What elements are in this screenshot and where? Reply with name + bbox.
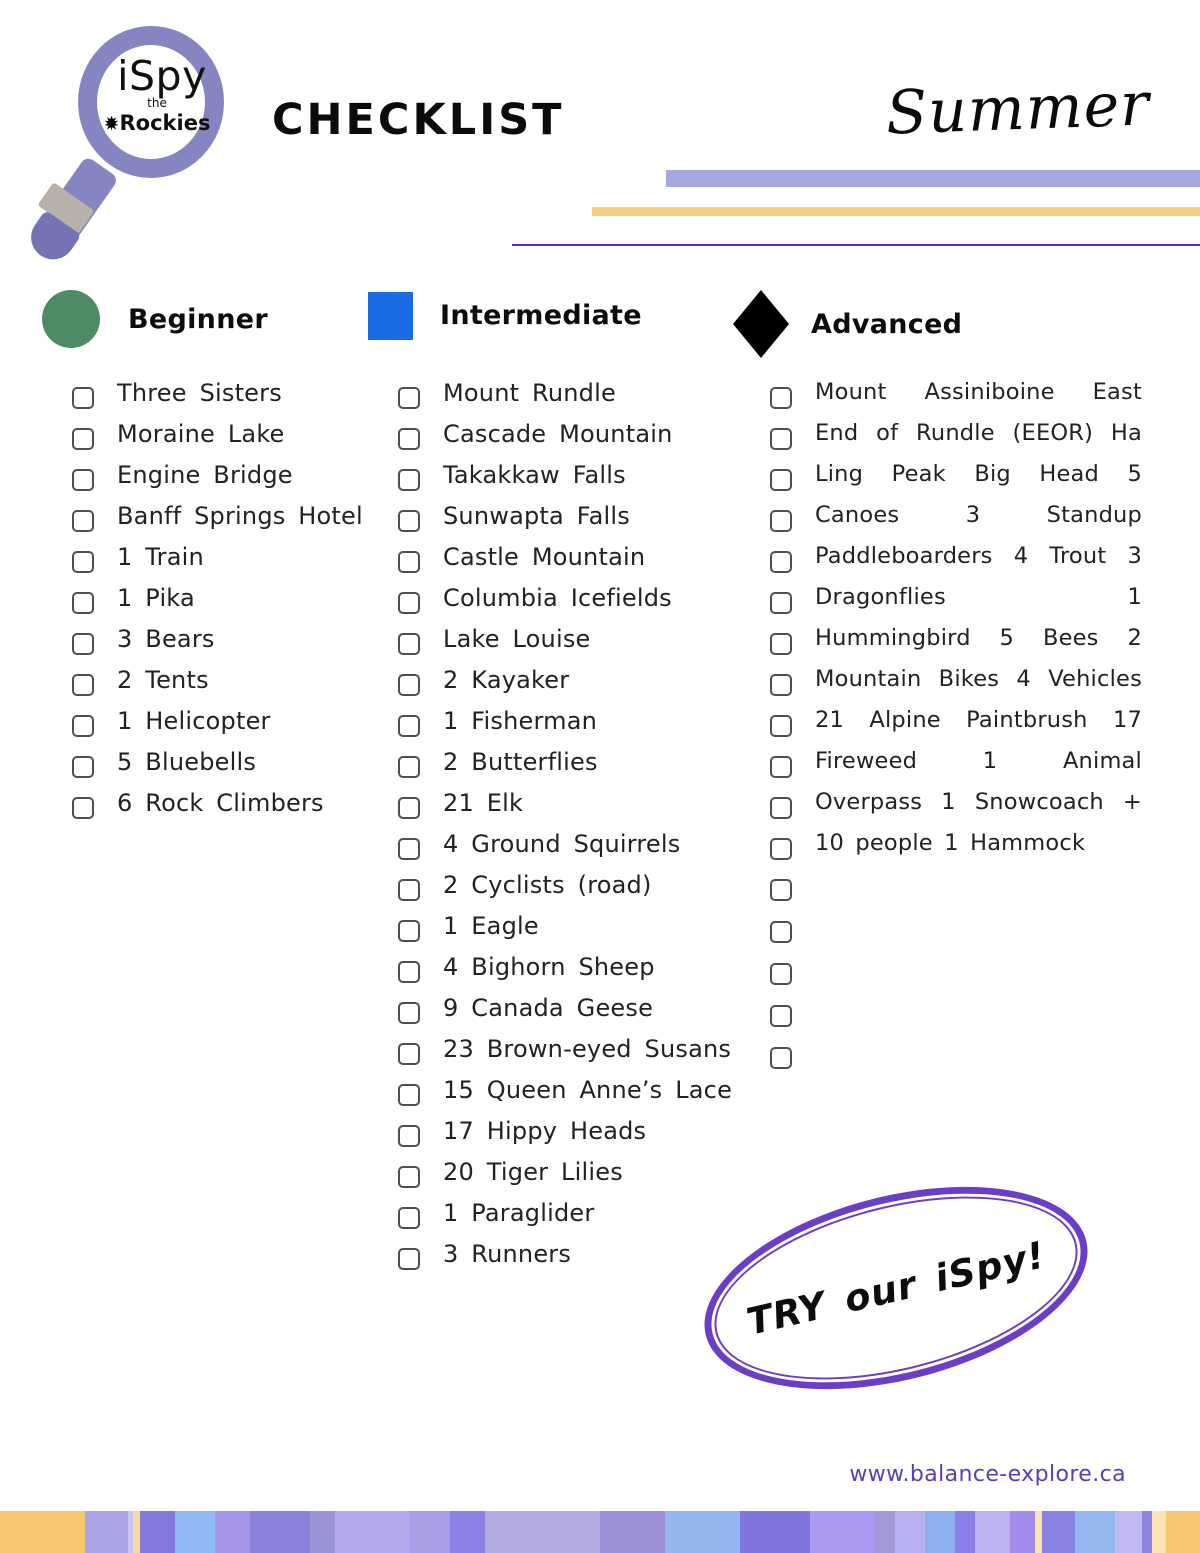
item-label: 3 Runners — [443, 1239, 572, 1268]
strip-block — [740, 1511, 810, 1553]
item-label: 9 Canada Geese — [443, 993, 654, 1022]
beginner-marker — [42, 290, 100, 348]
checklist-row — [770, 659, 1142, 700]
strip-block — [1166, 1511, 1200, 1553]
checkbox[interactable] — [398, 797, 420, 819]
beginner-label: Beginner — [128, 303, 268, 335]
checkbox[interactable] — [398, 838, 420, 860]
checkbox[interactable] — [770, 715, 792, 737]
checkbox[interactable] — [398, 387, 420, 409]
section-header-advanced — [733, 290, 962, 358]
item-label: 1 Train — [117, 542, 204, 571]
checkbox[interactable] — [398, 469, 420, 491]
checkbox[interactable] — [770, 633, 792, 655]
checkbox[interactable] — [770, 510, 792, 532]
checklist-row — [398, 1028, 743, 1069]
logo-text — [101, 52, 213, 136]
item-label: Columbia Icefields — [443, 583, 672, 612]
item-label: 10 people 1 Hammock — [815, 830, 1086, 857]
strip-block — [600, 1511, 665, 1553]
yellow-bar — [592, 207, 1200, 216]
checklist-row — [398, 782, 743, 823]
checklist-row — [72, 454, 382, 495]
checklist-row — [398, 987, 743, 1028]
item-label: Hummingbird 5 Bees 2 — [815, 625, 1142, 652]
checklist-row — [72, 495, 382, 536]
logo-rockies — [101, 111, 213, 135]
checklist-row — [398, 372, 743, 413]
advanced-label: Advanced — [811, 308, 963, 340]
checklist-row — [770, 823, 1142, 864]
checklist-row — [770, 618, 1142, 659]
checklist-row — [398, 823, 743, 864]
checkbox[interactable] — [770, 674, 792, 696]
checklist-row-empty — [770, 948, 1142, 990]
checkbox[interactable] — [72, 674, 94, 696]
logo-rockies-label: Rockies — [119, 111, 211, 136]
checkbox[interactable] — [72, 551, 94, 573]
strip-block — [1142, 1511, 1152, 1553]
strip-block — [1042, 1511, 1075, 1553]
checkbox[interactable] — [398, 1125, 420, 1147]
checklist-row — [398, 1192, 743, 1233]
intermediate-label: Intermediate — [440, 299, 642, 331]
checkbox[interactable] — [398, 633, 420, 655]
checklist-row-empty — [770, 990, 1142, 1032]
item-label: Paddleboarders 4 Trout 3 — [815, 543, 1142, 570]
maple-leaf-icon — [104, 116, 119, 131]
strip-block — [450, 1511, 485, 1553]
strip-block — [140, 1511, 175, 1553]
column-advanced — [770, 372, 1142, 1074]
strip-block — [215, 1511, 250, 1553]
strip-block — [875, 1511, 895, 1553]
checklist-row — [398, 1069, 743, 1110]
checkbox[interactable] — [72, 510, 94, 532]
strip-block — [1152, 1511, 1166, 1553]
lavender-bar — [666, 170, 1200, 187]
intermediate-marker — [368, 292, 413, 340]
item-label: Mountain Bikes 4 Vehicles — [815, 666, 1142, 693]
strip-block — [665, 1511, 740, 1553]
checkbox[interactable] — [770, 838, 792, 860]
checklist-row — [770, 495, 1142, 536]
strip-block — [133, 1511, 140, 1553]
item-label: Takakkaw Falls — [443, 460, 626, 489]
website-url[interactable]: www.balance-explore.ca — [849, 1462, 1126, 1487]
checklist-row — [770, 782, 1142, 823]
checkbox[interactable] — [72, 797, 94, 819]
checkbox[interactable] — [770, 1005, 792, 1027]
checkbox[interactable] — [770, 1047, 792, 1069]
item-label: 1 Paraglider — [443, 1198, 595, 1227]
checkbox[interactable] — [398, 961, 420, 983]
item-label: Three Sisters — [117, 378, 282, 407]
section-header-intermediate — [368, 290, 642, 340]
checkbox[interactable] — [398, 428, 420, 450]
item-label: Fireweed 1 Animal — [815, 748, 1142, 775]
checklist-row — [398, 741, 743, 782]
purple-line — [512, 244, 1200, 246]
strip-block — [250, 1511, 310, 1553]
strip-block — [1115, 1511, 1142, 1553]
checklist-row — [398, 618, 743, 659]
checklist-row — [770, 741, 1142, 782]
checklist-row — [398, 700, 743, 741]
checklist-row — [398, 1151, 743, 1192]
checklist-row — [398, 659, 743, 700]
item-label: 4 Bighorn Sheep — [443, 952, 655, 981]
checklist-row — [72, 536, 382, 577]
checklist-row — [72, 618, 382, 659]
page-title: CHECKLIST — [272, 95, 565, 145]
checkbox[interactable] — [398, 592, 420, 614]
checklist-row — [770, 372, 1142, 413]
checkbox[interactable] — [770, 963, 792, 985]
checklist-row — [72, 741, 382, 782]
strip-block — [810, 1511, 875, 1553]
checkbox[interactable] — [398, 1166, 420, 1188]
item-label: Castle Mountain — [443, 542, 646, 571]
try-ispy-badge — [684, 1151, 1109, 1424]
checklist-row-empty — [770, 1032, 1142, 1074]
checklist-row — [72, 372, 382, 413]
checklist-row — [770, 700, 1142, 741]
checklist-row — [398, 577, 743, 618]
strip-block — [1035, 1511, 1042, 1553]
checkbox[interactable] — [398, 674, 420, 696]
checkbox[interactable] — [398, 551, 420, 573]
strip-block — [0, 1511, 85, 1553]
checklist-row — [770, 413, 1142, 454]
checklist-row — [398, 495, 743, 536]
item-label: Dragonflies 1 — [815, 584, 1142, 611]
checkbox[interactable] — [770, 879, 792, 901]
checkbox[interactable] — [398, 756, 420, 778]
item-label: Moraine Lake — [117, 419, 285, 448]
item-label: 17 Hippy Heads — [443, 1116, 647, 1145]
checkbox[interactable] — [398, 920, 420, 942]
checklist-row — [398, 454, 743, 495]
advanced-marker — [733, 290, 789, 358]
checklist-row — [770, 536, 1142, 577]
checkbox[interactable] — [398, 1248, 420, 1270]
checklist-row — [398, 413, 743, 454]
logo-the: the — [147, 96, 167, 110]
item-label: 23 Brown-eyed Susans — [443, 1034, 732, 1063]
item-label: 1 Eagle — [443, 911, 539, 940]
item-label: 1 Fisherman — [443, 706, 598, 735]
strip-block — [975, 1511, 1010, 1553]
checkbox[interactable] — [72, 592, 94, 614]
checkbox[interactable] — [72, 715, 94, 737]
checkbox[interactable] — [72, 469, 94, 491]
strip-block — [955, 1511, 975, 1553]
strip-block — [1010, 1511, 1035, 1553]
item-label: 1 Helicopter — [117, 706, 271, 735]
checklist-row — [72, 577, 382, 618]
checkbox[interactable] — [770, 921, 792, 943]
checkbox[interactable] — [770, 387, 792, 409]
column-intermediate — [398, 372, 743, 1274]
item-label: 21 Alpine Paintbrush 17 — [815, 707, 1142, 734]
checklist-row — [398, 1110, 743, 1151]
checkbox[interactable] — [770, 469, 792, 491]
checkbox[interactable] — [770, 592, 792, 614]
checklist-row — [398, 946, 743, 987]
item-label: End of Rundle (EEOR) Ha — [815, 420, 1142, 447]
checkbox[interactable] — [72, 633, 94, 655]
item-label: 6 Rock Climbers — [117, 788, 324, 817]
checklist-row-empty — [770, 864, 1142, 906]
checklist-row — [398, 905, 743, 946]
item-label: 5 Bluebells — [117, 747, 257, 776]
item-label: 15 Queen Anne’s Lace — [443, 1075, 733, 1104]
strip-block — [85, 1511, 128, 1553]
logo-ispy: iSpy — [117, 52, 207, 100]
strip-block — [335, 1511, 410, 1553]
item-label: Overpass 1 Snowcoach + — [815, 789, 1142, 816]
item-label: Cascade Mountain — [443, 419, 673, 448]
checkbox[interactable] — [72, 756, 94, 778]
strip-block — [485, 1511, 600, 1553]
item-label: Ling Peak Big Head 5 — [815, 461, 1142, 488]
item-label: Banff Springs Hotel — [117, 501, 363, 530]
checkbox[interactable] — [398, 715, 420, 737]
checkbox[interactable] — [72, 428, 94, 450]
checkbox[interactable] — [770, 551, 792, 573]
strip-block — [310, 1511, 335, 1553]
item-label: 1 Pika — [117, 583, 195, 612]
item-label: Engine Bridge — [117, 460, 293, 489]
item-label: 3 Bears — [117, 624, 215, 653]
strip-block — [895, 1511, 925, 1553]
checklist-row-empty — [770, 906, 1142, 948]
checklist-row — [398, 864, 743, 905]
strip-block — [410, 1511, 450, 1553]
item-label: 2 Tents — [117, 665, 209, 694]
checkbox[interactable] — [398, 1043, 420, 1065]
checkbox[interactable] — [398, 1002, 420, 1024]
strip-block — [175, 1511, 215, 1553]
column-beginner — [72, 372, 382, 823]
item-label: 2 Butterflies — [443, 747, 598, 776]
checkbox[interactable] — [72, 387, 94, 409]
checkbox[interactable] — [398, 879, 420, 901]
footer-strip — [0, 1511, 1200, 1553]
badge-text: TRY our iSpy! — [742, 1232, 1050, 1344]
item-label: Mount Rundle — [443, 378, 616, 407]
checklist-row — [72, 700, 382, 741]
item-label: 2 Kayaker — [443, 665, 570, 694]
checkbox[interactable] — [398, 1207, 420, 1229]
checkbox[interactable] — [770, 797, 792, 819]
item-label: 21 Elk — [443, 788, 524, 817]
item-label: Sunwapta Falls — [443, 501, 630, 530]
checkbox[interactable] — [770, 428, 792, 450]
checklist-row — [398, 536, 743, 577]
item-label: Canoes 3 Standup — [815, 502, 1142, 529]
checklist-row — [72, 413, 382, 454]
checklist-row — [72, 782, 382, 823]
item-label: 4 Ground Squirrels — [443, 829, 681, 858]
checkbox[interactable] — [770, 756, 792, 778]
checkbox[interactable] — [398, 1084, 420, 1106]
item-label: Lake Louise — [443, 624, 591, 653]
item-label: Mount Assiniboine East — [815, 379, 1142, 406]
season-label: Summer — [885, 69, 1152, 149]
item-label: 20 Tiger Lilies — [443, 1157, 623, 1186]
strip-block — [925, 1511, 955, 1553]
item-label: 2 Cyclists (road) — [443, 870, 652, 899]
checkbox[interactable] — [398, 510, 420, 532]
checklist-row — [72, 659, 382, 700]
section-header-beginner — [42, 290, 268, 348]
checklist-row — [770, 454, 1142, 495]
checklist-row — [770, 577, 1142, 618]
strip-block — [1075, 1511, 1115, 1553]
